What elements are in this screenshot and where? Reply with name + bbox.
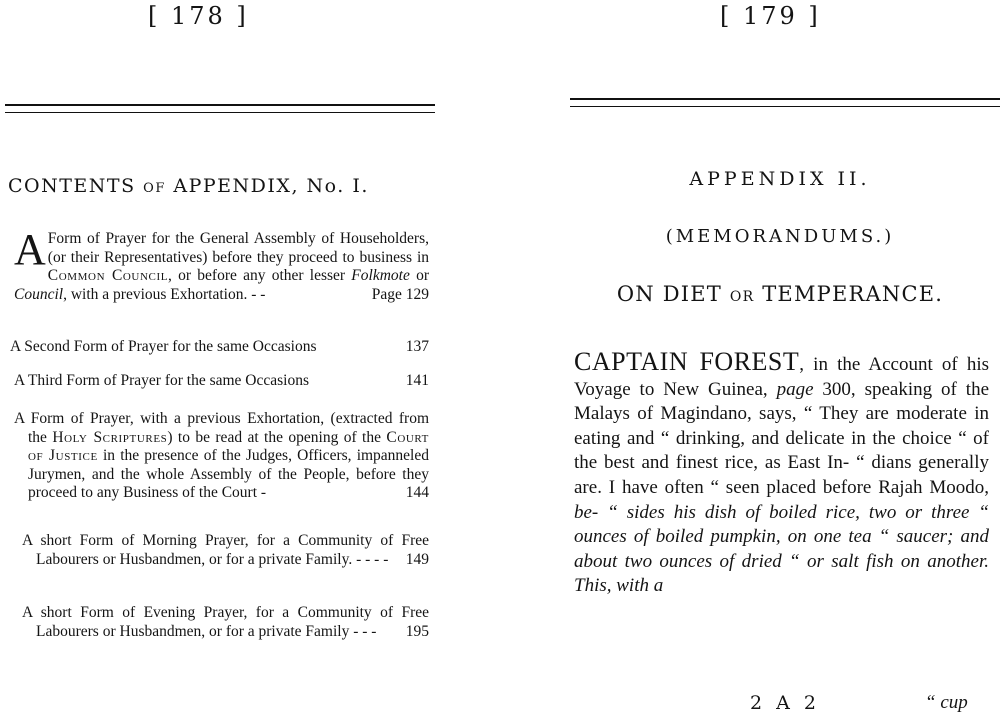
body-paragraph: CAPTAIN FOREST, in the Account of his Voyage to New Guinea, page 300, speaking of the Malays of Magindano, says, “ They are moderate in eating and “ drinking, and delicate in the choice “ of the best and finest rice, as East In- “ dians generally are. I have often “ seen placed before Rajah Moodo, be- “ sides his dish of boiled rice, two or three “ ounces of boiled pumpkin, on one tea “ saucer; and about two ounces of dried “ or salt fish on another. This, with a	[574, 347, 990, 597]
memorandums-heading: (MEMORANDUMS.)	[665, 226, 895, 247]
section-heading: ON DIET OR TEMPERANCE.	[616, 282, 944, 306]
header-rule-thin	[570, 106, 1000, 107]
signature-mark: 2 A 2	[750, 692, 820, 714]
contents-entry: A Form of Prayer, with a previous Exhortation, (extracted from the Holy Scriptures) to be read at the opening of the Court of Justice in the presence of the Judges, Officers, impanneled Jurymen, and the whole Assembly of the People, before they proceed to any Business of the Court - 144	[14, 410, 429, 502]
catchword: “ cup	[925, 692, 968, 713]
contents-entry: A Second Form of Prayer for the same Occasions 137	[10, 338, 429, 355]
contents-entry: A Form of Prayer for the General Assembly of Householders, (or their Representatives) before they proceed to business in Common Council, or before any other lesser Folkmote or Council, with a previous Exhortation. - - Page 129	[14, 225, 429, 303]
drop-cap: A	[14, 225, 46, 274]
left-page	[0, 0, 450, 725]
contents-entry: A Third Form of Prayer for the same Occasions 141	[14, 372, 429, 389]
header-rule	[5, 104, 435, 106]
appendix-heading: APPENDIX II.	[689, 168, 871, 190]
entry-page-number: 144	[405, 484, 429, 502]
contents-entry: A short Form of Evening Prayer, for a Community of Free Labourers or Husbandmen, or for a private Family - - - 195	[22, 604, 429, 640]
entry-page-number: 137	[405, 338, 429, 355]
contents-title: CONTENTS OF APPENDIX, No. I.	[8, 175, 369, 197]
entry-page-number: Page 129	[371, 285, 429, 303]
page-number: [ 178 ]	[148, 2, 249, 30]
entry-page-number: 195	[405, 622, 429, 640]
contents-entry: A short Form of Morning Prayer, for a Community of Free Labourers or Husbandmen, or for a private Family. - - - - 149	[22, 532, 429, 568]
header-rule	[570, 98, 1000, 100]
entry-page-number: 149	[405, 550, 429, 568]
right-page	[560, 0, 1000, 725]
page-number: [ 179 ]	[720, 2, 821, 30]
entry-page-number: 141	[405, 372, 429, 389]
header-rule-thin	[5, 112, 435, 113]
